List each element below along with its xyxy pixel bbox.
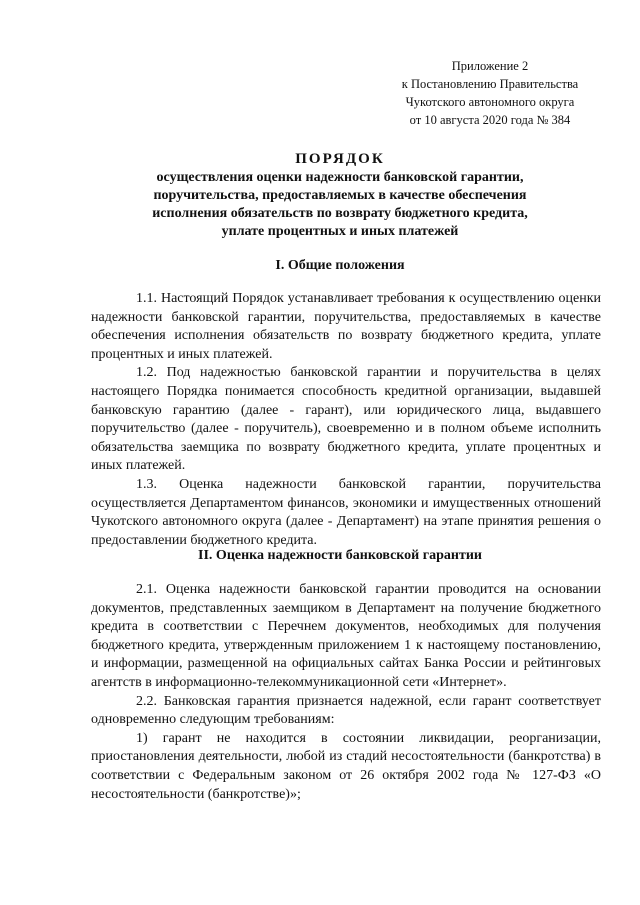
section-1-body [91,290,601,550]
title-line: поручительства, предоставляемых в качестве обеспечения [153,188,527,203]
paragraph-1-3: 1.3. Оценка надежности банковской гарантии, поручительства осуществляется Департаментом финансов, экономики и имущественных отношений Чукотского автономного округа (далее - Департамент) на этапе принятия решения о предоставлении бюджетного кредита. [91,476,601,548]
title-line: уплате процентных и иных платежей [221,224,459,239]
document-title [80,150,600,241]
annex-reference [370,57,610,129]
section-2-body [91,581,601,804]
title-line: осуществления оценки надежности банковской гарантии, [156,170,524,185]
section-2-heading: II. Оценка надежности банковской гарантии [198,548,482,563]
annex-resolution: к Постановлению Правительства [401,77,579,91]
paragraph-1-1: 1.1. Настоящий Порядок устанавливает требования к осуществлению оценки надежности банковской гарантии, поручительства, предоставляемых в качестве обеспечения исполнения обязательств по возврату бюджетного кредита, уплате процентных и иных платежей. [91,291,601,362]
annex-region: Чукотского автономного округа [405,95,575,109]
section-1-heading: I. Общие положения [275,258,405,273]
title-main: ПОРЯДОК [295,151,385,167]
paragraph-1-2: 1.2. Под надежностью банковской гарантии и поручительства в целях настоящего Порядка понимается способность кредитной организации, выдавшей банковскую гарантию (далее - гарант), или юридического лица, выдавшего поручительство (далее - поручитель), своевременно и в полном объеме исполнить обязательства заемщика по возврату бюджетного кредита, уплате процентных и иных платежей. [91,365,601,474]
paragraph-2-1: 2.1. Оценка надежности банковской гарантии проводится на основании документов, представленных заемщиком в Департамент на получение бюджетного кредита в соответствии с Перечнем документов, необходимых для получения бюджетного кредита, утвержденным приложением 1 к настоящему постановлению, и информации, размещенной на официальных сайтах Банка России и рейтинговых агентств в информационно-телекоммуникационной сети «Интернет». [91,582,601,690]
annex-number: Приложение 2 [451,59,529,73]
paragraph-2-2-item-1: 1) гарант не находится в состоянии ликвидации, реорганизации, приостановления деятельности, любой из стадий несостоятельности (банкротства) в соответствии с Федеральным законом от 26 октября 2002 года № 127-ФЗ «О несостоятельности (банкротстве)»; [91,730,601,802]
title-line: исполнения обязательств по возврату бюджетного кредита, [152,206,528,221]
annex-date: от 10 августа 2020 года № 384 [409,113,571,127]
paragraph-2-2: 2.2. Банковская гарантия признается надежной, если гарант соответствует одновременно следующим требованиям: [91,693,601,728]
